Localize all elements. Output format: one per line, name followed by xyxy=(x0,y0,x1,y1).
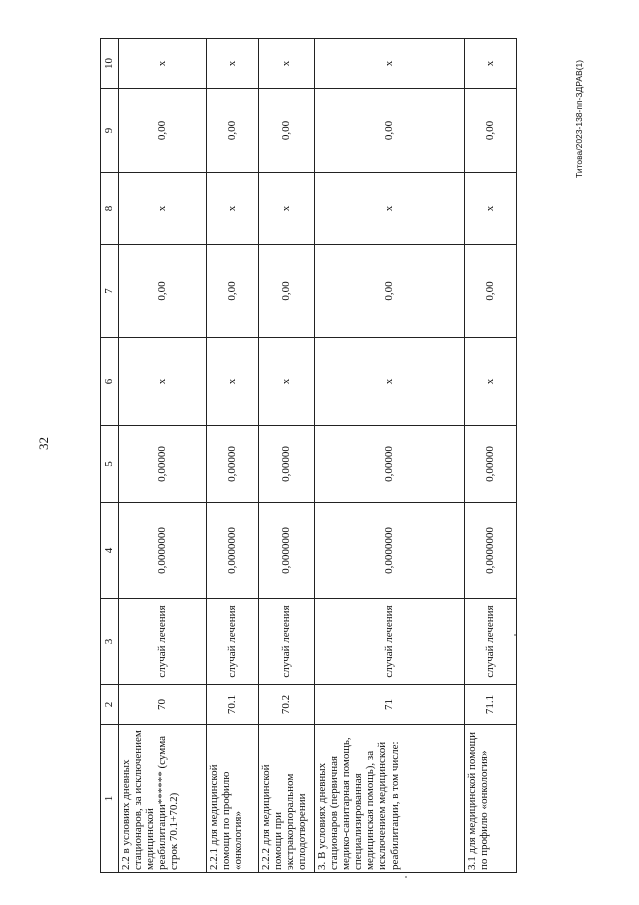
row-name: 2.2.1 для медицинской помощи по профилю «онкология» xyxy=(207,725,259,873)
row-value-4: 0,0000000 xyxy=(207,503,259,599)
row-value-6: x xyxy=(315,338,465,426)
row-value-5: 0,00000 xyxy=(465,426,517,503)
scan-speck xyxy=(405,876,407,878)
row-value-6: x xyxy=(465,338,517,426)
column-number: 10 xyxy=(101,39,119,89)
column-number: 4 xyxy=(101,503,119,599)
row-value-10: x xyxy=(465,39,517,89)
column-number: 3 xyxy=(101,599,119,685)
column-number: 2 xyxy=(101,685,119,725)
row-value-4: 0,0000000 xyxy=(259,503,315,599)
row-value-6: x xyxy=(207,338,259,426)
row-value-6: x xyxy=(119,338,207,426)
table-row xyxy=(119,39,207,873)
row-name: 3. В условиях дневных стационаров (первичная медико-санитарная помощь, специализированная медицинская помощь), за исключением медицинской реабилитации, в том числе: xyxy=(315,725,465,873)
row-name: 2.2.2 для медицинской помощи при экстракорпоральном оплодотворении xyxy=(259,725,315,873)
column-number: 9 xyxy=(101,89,119,173)
row-code: 70.1 xyxy=(207,685,259,725)
row-value-9: 0,00 xyxy=(259,89,315,173)
table-container xyxy=(100,58,497,873)
row-value-5: 0,00000 xyxy=(259,426,315,503)
document-code: Титова/2023-138-пп-ЗДРАВ(1) xyxy=(574,59,584,178)
row-value-7: 0,00 xyxy=(465,245,517,338)
row-value-9: 0,00 xyxy=(207,89,259,173)
row-unit: случай лечения xyxy=(207,599,259,685)
row-value-4: 0,0000000 xyxy=(119,503,207,599)
row-unit: случай лечения xyxy=(259,599,315,685)
row-value-8: x xyxy=(119,173,207,245)
row-value-7: 0,00 xyxy=(119,245,207,338)
row-code: 70.2 xyxy=(259,685,315,725)
column-number: 8 xyxy=(101,173,119,245)
column-number: 7 xyxy=(101,245,119,338)
row-value-7: 0,00 xyxy=(315,245,465,338)
row-value-8: x xyxy=(465,173,517,245)
page-number: 32 xyxy=(36,437,51,450)
column-number: 1 xyxy=(101,725,119,873)
row-value-4: 0,0000000 xyxy=(315,503,465,599)
table-row xyxy=(465,39,517,873)
row-value-8: x xyxy=(207,173,259,245)
row-value-5: 0,00000 xyxy=(315,426,465,503)
row-value-9: 0,00 xyxy=(315,89,465,173)
row-value-8: x xyxy=(259,173,315,245)
row-code: 71.1 xyxy=(465,685,517,725)
column-number: 5 xyxy=(101,426,119,503)
row-name: 2.2 в условиях дневных стационаров, за исключением медицинской реабилитации****** (сумма строк 70.1+70.2) xyxy=(119,725,207,873)
row-code: 70 xyxy=(119,685,207,725)
row-value-7: 0,00 xyxy=(207,245,259,338)
column-number-row xyxy=(101,39,119,873)
row-value-7: 0,00 xyxy=(259,245,315,338)
row-name: 3.1 для медицинской помощи по профилю «онкология» xyxy=(465,725,517,873)
row-value-10: x xyxy=(119,39,207,89)
column-number: 6 xyxy=(101,338,119,426)
row-value-9: 0,00 xyxy=(465,89,517,173)
row-unit: случай лечения xyxy=(315,599,465,685)
scan-speck xyxy=(514,634,516,636)
table-row xyxy=(315,39,465,873)
row-value-5: 0,00000 xyxy=(119,426,207,503)
row-value-8: x xyxy=(315,173,465,245)
table-row xyxy=(207,39,259,873)
table-row xyxy=(259,39,315,873)
row-value-10: x xyxy=(315,39,465,89)
row-unit: случай лечения xyxy=(465,599,517,685)
row-value-6: x xyxy=(259,338,315,426)
row-value-4: 0,0000000 xyxy=(465,503,517,599)
row-value-9: 0,00 xyxy=(119,89,207,173)
row-value-10: x xyxy=(207,39,259,89)
data-table xyxy=(100,38,517,873)
row-value-10: x xyxy=(259,39,315,89)
row-code: 71 xyxy=(315,685,465,725)
row-unit: случай лечения xyxy=(119,599,207,685)
row-value-5: 0,00000 xyxy=(207,426,259,503)
